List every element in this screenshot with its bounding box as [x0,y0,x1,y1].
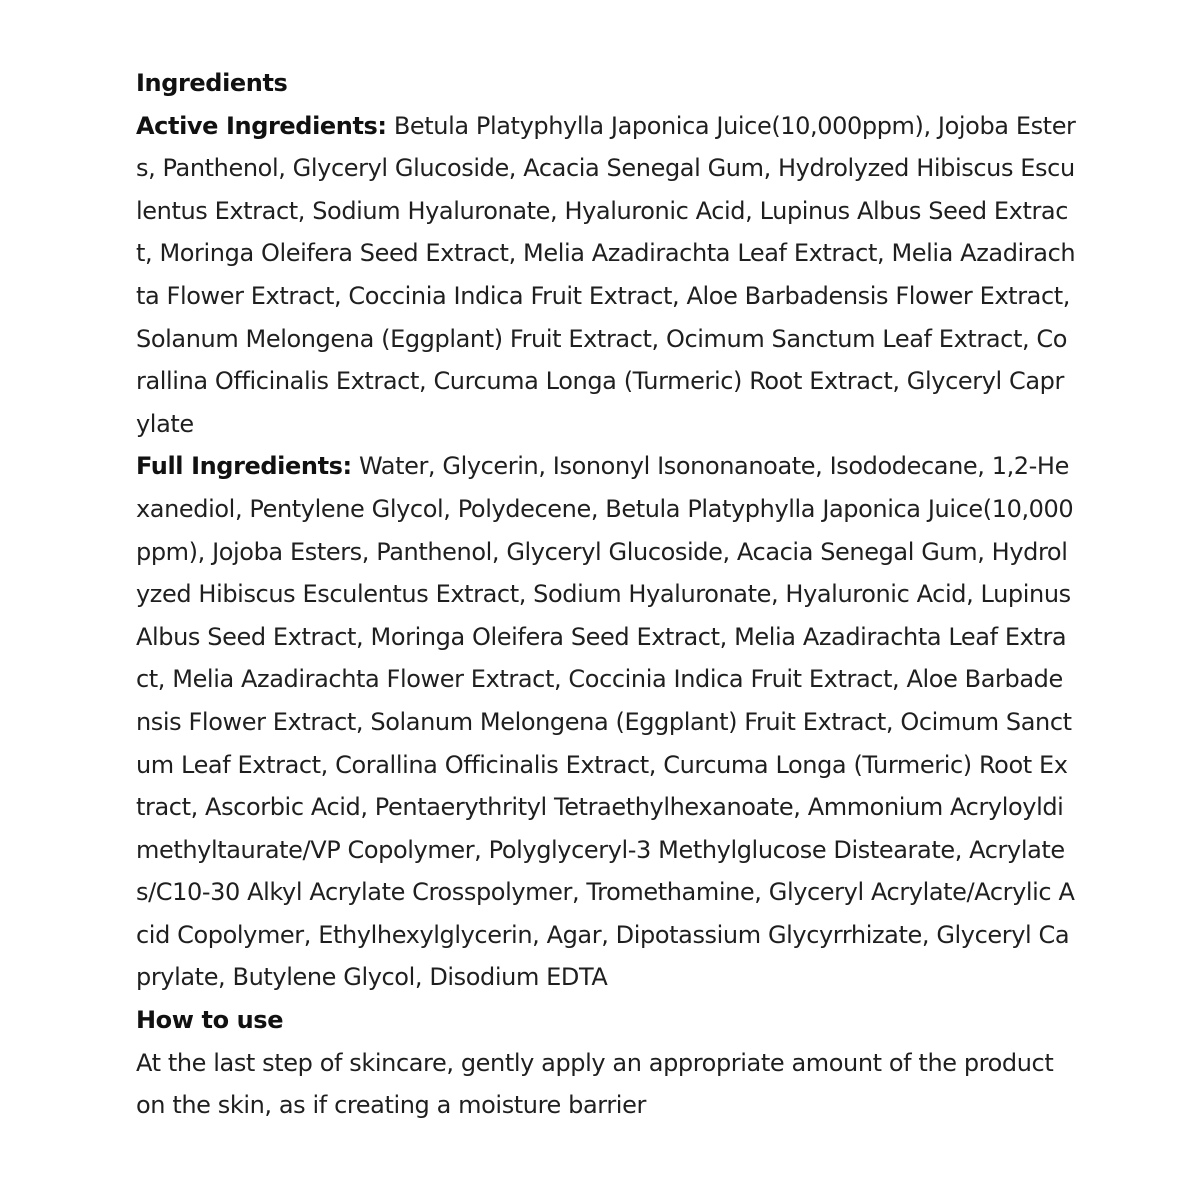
product-info [136,62,1076,1127]
active-ingredients [136,105,1076,446]
full-ingredients-label: Full Ingredients: [136,452,352,481]
active-ingredients-list: Betula Platyphylla Japonica Juice(10,000ppm), Jojoba Esters, Panthenol, Glyceryl Glucoside, Acacia Senegal Gum, Hydrolyzed Hibiscus Esculentus Extract, Sodium Hyaluronate, Hyaluronic Acid, Lupinus Albus Seed Extract, Moringa Oleifera Seed Extract, Melia Azadirachta Leaf Extract, Melia Azadirachta Flower Extract, Coccinia Indica Fruit Extract, Aloe Barbadensis Flower Extract, Solanum Melongena (Eggplant) Fruit Extract, Ocimum Sanctum Leaf Extract, Corallina Officinalis Extract, Curcuma Longa (Turmeric) Root Extract, Glyceryl Caprylate [136,111,1076,438]
full-ingredients-list: Water, Glycerin, Isononyl Isononanoate, Isododecane, 1,2-Hexanediol, Pentylene Glycol, Polydecene, Betula Platyphylla Japonica Juice(10,000ppm), Jojoba Esters, Panthenol, Glyceryl Glucoside, Acacia Senegal Gum, Hydrolyzed Hibiscus Esculentus Extract, Sodium Hyaluronate, Hyaluronic Acid, Lupinus Albus Seed Extract, Moringa Oleifera Seed Extract, Melia Azadirachta Leaf Extract, Melia Azadirachta Flower Extract, Coccinia Indica Fruit Extract, Aloe Barbadensis Flower Extract, Solanum Melongena (Eggplant) Fruit Extract, Ocimum Sanctum Leaf Extract, Corallina Officinalis Extract, Curcuma Longa (Turmeric) Root Extract, Ascorbic Acid, Pentaerythrityl Tetraethylhexanoate, Ammonium Acryloyldimethyltaurate/VP Copolymer, Polyglyceryl-3 Methylglucose Distearate, Acrylates/C10-30 Alkyl Acrylate Crosspolymer, Tromethamine, Glyceryl Acrylate/Acrylic Acid Copolymer, Ethylhexylglycerin, Agar, Dipotassium Glycyrrhizate, Glyceryl Caprylate, Butylene Glycol, Disodium EDTA [136,452,1075,992]
ingredients-heading: Ingredients [136,69,288,97]
active-ingredients-label: Active Ingredients: [136,111,387,140]
full-ingredients [136,445,1076,999]
how-to-use-text: At the last step of skincare, gently apply an appropriate amount of the product on the skin, as if creating a moisture barrier [136,1048,1054,1120]
how-to-use-heading: How to use [136,1006,284,1035]
